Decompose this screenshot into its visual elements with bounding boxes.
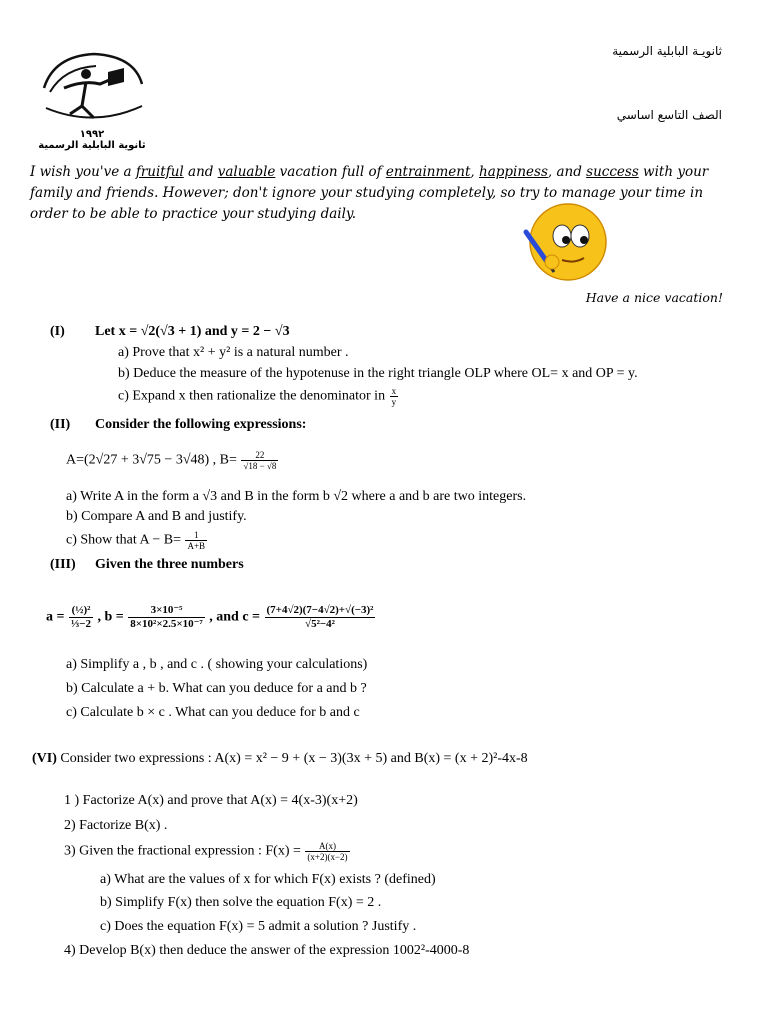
section-3-title: Given the three numbers	[95, 557, 244, 572]
section-3-c: c) Calculate b × c . What can you deduce for b and c	[66, 705, 360, 720]
section-3-numbers: a = $\frac{\text{(½)²}}{\text{⅓−2}}$ , b = $\frac{\text{3×10⁻⁵}}{\text{8×10²×2.5×10⁻⁷}}$ , and c = $\frac{\text{(7+4√2)(7−4√2)+√(−3)²}}{\text{√5²−4²}}$	[46, 604, 374, 630]
section-4-q2: 2) Factorize B(x) .	[64, 818, 168, 833]
section-2-c: c) Show that A − B= $\frac{1}{A+B}$	[66, 530, 206, 551]
section-2-title: Consider the following expressions:	[95, 417, 307, 432]
school-name: ثانويـة البابلية الرسمية	[612, 44, 722, 58]
section-4-q4: 4) Develop B(x) then deduce the answer of the expression 1002²-4000-8	[64, 943, 470, 958]
section-2-b: b) Compare A and B and justify.	[66, 509, 247, 524]
logo-emblem-icon	[34, 48, 150, 128]
section-4-header: (VI) Consider two expressions : A(x) = x² − 9 + (x − 3)(3x + 5) and B(x) = (x + 2)²-4x-8	[32, 751, 528, 766]
intro-paragraph: I wish you've a fruitful and valuable vacation full of entrainment, happiness, and success with your family and friends. However; don't ignore your studying completely, so try to manage your time in order to be able to practice your studying daily.	[30, 164, 709, 222]
section-2-expressions: A=(2√27 + 3√75 − 3√48) , B= $\frac{22}{√18 - √8}$	[66, 450, 277, 471]
logo-year: ١٩٩٢	[79, 129, 105, 140]
section-3-number: (III)	[50, 557, 76, 572]
section-1-title: Let x = √2(√3 + 1) and y = 2 − √3	[95, 324, 290, 339]
section-1-number: (I)	[50, 324, 65, 339]
section-3-a: a) Simplify a , b , and c . ( showing your calculations)	[66, 657, 368, 672]
section-4-q3c: c) Does the equation F(x) = 5 admit a solution ? Justify .	[100, 919, 417, 934]
school-logo	[34, 48, 150, 158]
logo-caption: ثانوية البابلية الرسمية	[38, 140, 146, 151]
section-4-q3a: a) What are the values of x for which F(x) exists ? (defined)	[100, 872, 436, 887]
smiley-writing-icon	[522, 202, 608, 288]
section-2-number: (II)	[50, 417, 71, 432]
class-name: الصف التاسع اساسي	[616, 108, 722, 122]
section-1-b: b) Deduce the measure of the hypotenuse in the right triangle OLP where OL= x and OP = y.	[118, 366, 638, 381]
section-4-q3: 3) Given the fractional expression : F(x) = $\frac{A(x)}{(x+2)(x-2)}$	[64, 841, 348, 862]
section-3-b: b) Calculate a + b. What can you deduce for a and b ?	[66, 681, 367, 696]
section-1-c: c) Expand x then rationalize the denominator in $\frac{x}{y}$	[118, 386, 397, 407]
vacation-note: Have a nice vacation!	[585, 290, 723, 305]
section-4-q3b: b) Simplify F(x) then solve the equation F(x) = 2 .	[100, 895, 382, 910]
section-2-a: a) Write A in the form a √3 and B in the form b √2 where a and b are two integers.	[66, 489, 527, 504]
section-4-q1: 1 ) Factorize A(x) and prove that A(x) = 4(x-3)(x+2)	[64, 793, 358, 808]
section-1-a: a) Prove that x² + y² is a natural number .	[118, 345, 349, 360]
